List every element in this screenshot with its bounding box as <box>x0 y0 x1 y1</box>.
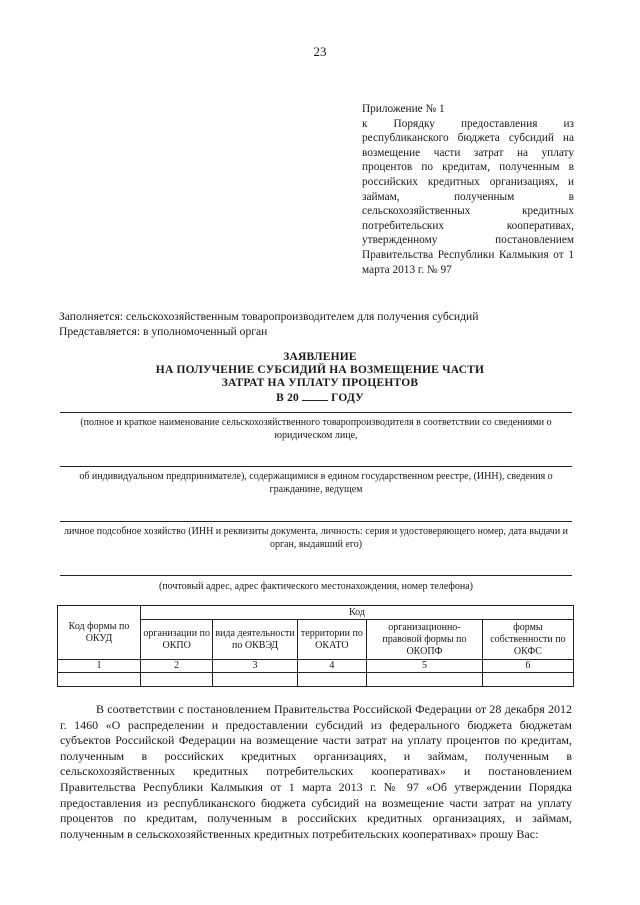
caption-personal-farm: личное подсобное хозяйство (ИНН и реквизиты документа, личность: серия и удостоверяющего номер, дата выдачи и орган, выдавший его) <box>63 526 569 550</box>
heading-year-prefix: В 20 <box>276 392 299 404</box>
okved-header: вида деятельности по ОКВЭД <box>213 620 297 660</box>
entry-line-2[interactable] <box>60 466 572 467</box>
entry-line-3[interactable] <box>60 521 572 522</box>
appendix-block <box>362 102 574 277</box>
column-number: 3 <box>213 660 297 673</box>
appendix-title: Приложение № 1 <box>362 103 445 115</box>
heading-title: ЗАЯВЛЕНИЕ <box>283 351 357 363</box>
submitted-to-line: Представляется: в уполномоченный орган <box>59 325 268 338</box>
column-number: 1 <box>58 660 141 673</box>
code-group-header: Код <box>141 606 574 620</box>
column-number: 4 <box>297 660 366 673</box>
year-blank-field[interactable] <box>302 390 328 401</box>
column-number: 6 <box>482 660 573 673</box>
caption-registry: об индивидуальном предпринимателе), содержащимися в едином государственном реестре, (ИНН), сведения о гражданине, ведущем <box>79 471 553 495</box>
caption-name: (полное и краткое наименование сельскохозяйственного товаропроизводителя в соответствии со сведениями о юридическом лице, <box>80 417 552 441</box>
okopf-header: организационно-правовой формы по ОКОПФ <box>367 620 483 660</box>
okfs-value-cell[interactable] <box>482 673 573 687</box>
heading-year <box>60 390 580 404</box>
entry-line-1[interactable] <box>60 412 572 413</box>
okud-header: Код формы по ОКУД <box>58 606 141 660</box>
page-number: 23 <box>313 44 327 59</box>
heading-subtitle-2: ЗАТРАТ НА УПЛАТУ ПРОЦЕНТОВ <box>221 377 419 389</box>
filled-by-line: Заполняется: сельскохозяйственным товаропроизводителем для получения субсидий <box>59 310 479 323</box>
okpo-header: организации по ОКПО <box>141 620 213 660</box>
okopf-value-cell[interactable] <box>367 673 483 687</box>
okato-value-cell[interactable] <box>297 673 366 687</box>
okato-header: территории по ОКАТО <box>297 620 366 660</box>
heading-subtitle-1: НА ПОЛУЧЕНИЕ СУБСИДИЙ НА ВОЗМЕЩЕНИЕ ЧАСТИ <box>155 364 485 376</box>
okfs-header: формы собственности по ОКФС <box>482 620 573 660</box>
body-paragraph: В соответствии с постановлением Правительства Российской Федерации от 28 декабря 2012 г. 1460 «О распределении и предоставлении субсидий из федерального бюджета бюджетам субъектов Российской Федерации на возмещение части затрат на уплату процентов по кредитам, полученным в российских кредитных организациях, и займам, полученным в сельскохозяйственных кредитных потребительских кооперативах» и постановлением Правительства Республики Калмыкия от 1 марта 2013 г. № 97 «Об утверждении Порядка предоставления из республиканского бюджета субсидий на возмещение части затрат на уплату процентов по кредитам, полученным в российских кредитных организациях, и займам, полученным в сельскохозяйственных кредитных потребительских кооперативах» прошу Вас: <box>60 702 572 841</box>
appendix-text: к Порядку предоставления из республиканского бюджета субсидий на возмещение части затрат на уплату процентов по кредитам, полученным в российских кредитных организациях, и займам, полученным в сельскохозяйственных кредитных потребительских кооперативах, утвержденному постановлением Правительства Республики Калмыкия от 1 марта 2013 г. № 97 <box>362 117 574 276</box>
okved-value-cell[interactable] <box>213 673 297 687</box>
column-number: 2 <box>141 660 213 673</box>
heading-year-suffix: ГОДУ <box>331 392 364 404</box>
codes-table <box>57 605 574 687</box>
column-number: 5 <box>367 660 483 673</box>
caption-address: (почтовый адрес, адрес фактического местонахождения, номер телефона) <box>159 581 473 592</box>
okpo-value-cell[interactable] <box>141 673 213 687</box>
entry-line-4[interactable] <box>60 575 572 576</box>
okud-value-cell[interactable] <box>58 673 141 687</box>
